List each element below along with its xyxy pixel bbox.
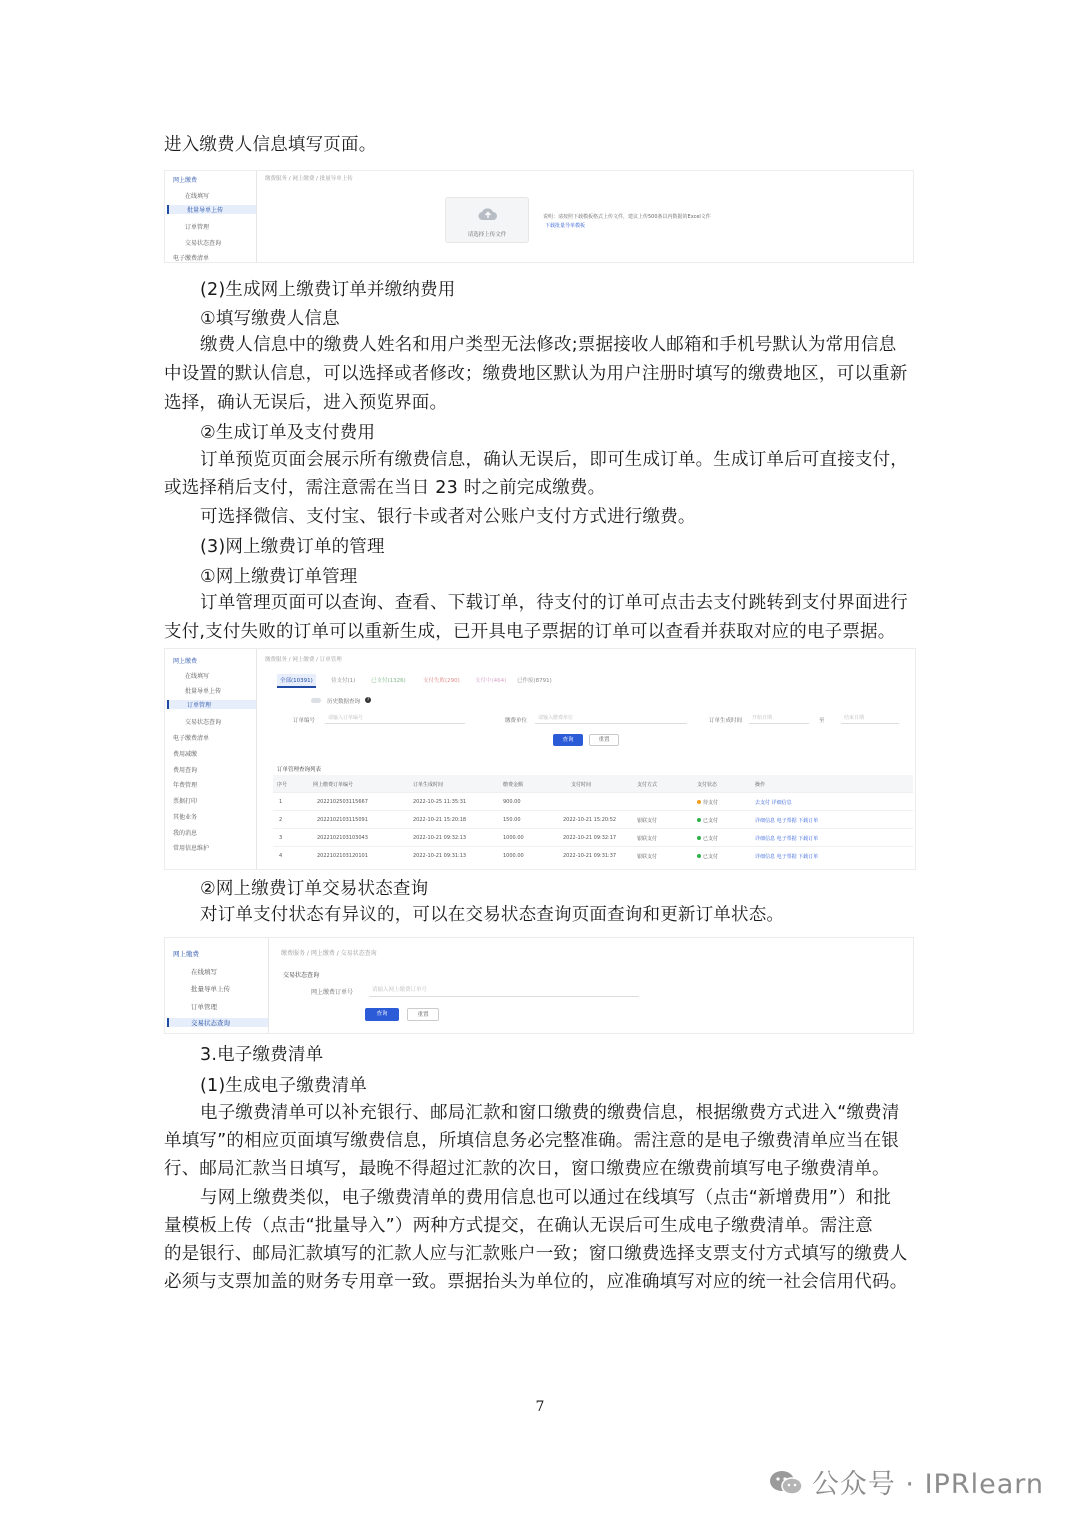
- paragraph: 中设置的默认信息，可以选择或者修改；缴费地区默认为用户注册时填写的缴费地区，可以重新: [164, 364, 908, 384]
- sidebar: [165, 938, 269, 1033]
- payer-label: 缴费单位: [505, 718, 528, 724]
- col-paid-time: 支付时间: [571, 782, 592, 788]
- order-number-input[interactable]: 请输入网上缴费订单号: [369, 985, 639, 997]
- search-button[interactable]: [553, 734, 583, 746]
- paragraph: 电子缴费清单可以补充银行、邮局汇款和窗口缴费的缴费信息，根据缴费方式进入“缴费清: [200, 1103, 900, 1123]
- sidebar-item-receipt-print[interactable]: 票据打印: [173, 798, 198, 805]
- status-text: 已支付: [703, 854, 719, 860]
- paragraph: 缴费人信息中的缴费人姓名和用户类型无法修改;票据接收人邮箱和手机号默认为常用信息: [200, 335, 897, 355]
- paragraph: 对订单支付状态有异议的，可以在交易状态查询页面查询和更新订单状态。: [200, 905, 785, 925]
- sidebar-item-e-list[interactable]: 电子缴费清单: [173, 255, 210, 262]
- heading: (3)网上缴费订单的管理: [200, 537, 385, 557]
- cell-order: 2022102503115667: [317, 799, 368, 805]
- reset-button-label: 重置: [598, 737, 610, 743]
- upload-hint: 说明：请按照下载模板格式上传文件，建议上传500条以内数据的Excel文件: [543, 214, 711, 220]
- sidebar-item-trade-status[interactable]: 交易状态查询: [185, 240, 222, 247]
- subheading: ②生成订单及支付费用: [200, 423, 376, 443]
- date-start-input[interactable]: 开始日期: [749, 714, 809, 724]
- sidebar-item-messages[interactable]: 我的消息: [173, 830, 198, 837]
- heading: (1)生成电子缴费清单: [200, 1076, 367, 1096]
- cell-no: 4: [279, 853, 283, 859]
- sidebar-item-batch-upload[interactable]: 批量导单上传: [167, 205, 256, 214]
- cell-order: 2022102103103043: [317, 835, 368, 841]
- upload-box[interactable]: [445, 197, 529, 243]
- sidebar: [165, 171, 257, 262]
- sidebar-item-common-info[interactable]: 常用信息维护: [173, 845, 210, 852]
- sidebar-item-trade-status[interactable]: 交易状态查询: [185, 719, 222, 726]
- subheading: ①填写缴费人信息: [200, 309, 340, 329]
- paragraph: 与网上缴费类似，电子缴费清单的费用信息也可以通过在线填写（点击“新增费用”）和批: [200, 1188, 892, 1208]
- table-row: [273, 847, 913, 865]
- col-no: 序号: [277, 782, 288, 788]
- cell-paid-time: 2022-10-21 09:32:17: [563, 835, 617, 841]
- status-dot-paid: [697, 836, 701, 840]
- cell-amount: 900.00: [503, 799, 521, 805]
- paragraph: 的是银行、邮局汇款填写的汇款人应与汇款账户一致；窗口缴费选择支票支付方式填写的缴费人: [164, 1244, 908, 1264]
- sidebar-item-annual-fee[interactable]: 年费管理: [173, 782, 198, 789]
- wechat-icon: [768, 1469, 804, 1497]
- tab-paying[interactable]: 支付中(464): [475, 678, 507, 684]
- cell-ops[interactable]: 去支付 详细信息: [755, 800, 792, 806]
- paragraph: 支付,支付失败的订单可以重新生成，已开具电子票据的订单可以查看并获取对应的电子票据。: [164, 622, 896, 642]
- sidebar-item-orders[interactable]: 订单管理: [191, 1003, 217, 1011]
- cloud-upload-icon: [478, 206, 498, 222]
- order-number-label: 订单编号: [293, 718, 316, 724]
- paragraph: 行、邮局汇款当日填写，最晚不得超过汇款的次日，窗口缴费应在缴费前填写电子缴费清单。: [164, 1159, 890, 1179]
- sidebar-item-other[interactable]: 其他业务: [173, 814, 198, 821]
- cell-ops[interactable]: 详细信息 电子票据 下载订单: [755, 836, 819, 842]
- paragraph: 单填写”的相应页面填写缴费信息，所填信息务必完整准确。需注意的是电子缴费清单应当在银: [164, 1131, 899, 1151]
- cell-created: 2022-10-21 15:20:18: [413, 817, 467, 823]
- sidebar-item-batch-upload[interactable]: 批量导单上传: [191, 985, 230, 993]
- col-created: 订单生成时间: [413, 782, 444, 788]
- cell-status: [697, 853, 718, 860]
- page-number: 7: [535, 1399, 545, 1415]
- cell-method: 银联支付: [637, 818, 658, 824]
- orders-table: [273, 775, 913, 867]
- cell-no: 2: [279, 817, 283, 823]
- table-row: [273, 811, 913, 829]
- paragraph: 选择，确认无误后，进入预览界面。: [164, 393, 448, 413]
- status-text: 待支付: [703, 800, 719, 806]
- table-row: [273, 829, 913, 847]
- tab-failed[interactable]: 支付失败(290): [423, 678, 460, 684]
- sidebar-item-fee-reduction[interactable]: 费用减缴: [173, 751, 198, 758]
- cell-paid-time: 2022-10-21 15:20:52: [563, 817, 617, 823]
- col-amount: 缴费金额: [503, 782, 524, 788]
- screenshot-trade-status: [164, 937, 914, 1034]
- history-toggle[interactable]: [311, 698, 321, 703]
- breadcrumb: 缴费服务 / 网上缴费 / 订单管理: [265, 657, 342, 663]
- paragraph: 订单管理页面可以查询、查看、下载订单，待支付的订单可点击去支付跳转到支付界面进行: [200, 593, 908, 613]
- sidebar-item-orders[interactable]: 订单管理: [185, 224, 210, 231]
- status-text: 已支付: [703, 836, 719, 842]
- sidebar: [165, 649, 257, 869]
- tab-paid[interactable]: 已支付(1326): [371, 678, 406, 684]
- tab-pending[interactable]: 待支付(1): [331, 678, 356, 684]
- order-number-label: 网上缴费订单号: [311, 989, 354, 996]
- cell-amount: 150.00: [503, 817, 521, 823]
- breadcrumb: 缴费服务 / 网上缴费 / 交易状态查询: [281, 950, 377, 957]
- paragraph: 可选择微信、支付宝、银行卡或者对公账户支付方式进行缴费。: [200, 507, 696, 527]
- search-button[interactable]: [365, 1008, 399, 1021]
- screenshot-order-management: [164, 648, 916, 870]
- tab-void[interactable]: 已作废(8791): [517, 678, 552, 684]
- order-date-label: 订单生成时间: [709, 718, 743, 724]
- status-dot-paid: [697, 818, 701, 822]
- sidebar-item-online-pay[interactable]: 网上缴费: [173, 658, 198, 665]
- status-dot-pending: [697, 800, 701, 804]
- cell-ops[interactable]: 详细信息 电子票据 下载订单: [755, 854, 819, 860]
- col-status: 支付状态: [697, 782, 718, 788]
- sidebar-item-online-fill[interactable]: 在线填写: [185, 193, 210, 200]
- table-title: 订单管理查询列表: [277, 767, 322, 773]
- status-text: 已支付: [703, 818, 719, 824]
- paragraph: 进入缴费人信息填写页面。: [164, 135, 377, 155]
- heading: (2)生成网上缴费订单并缴纳费用: [200, 280, 456, 300]
- paragraph: 或选择稍后支付，需注意需在当日 23 时之前完成缴费。: [164, 478, 606, 498]
- cell-created: 2022-10-21 09:32:13: [413, 835, 467, 841]
- sidebar-item-batch-upload[interactable]: 批量导单上传: [185, 688, 222, 695]
- sidebar-item-online-fill[interactable]: 在线填写: [185, 673, 210, 680]
- cell-ops[interactable]: 详细信息 电子票据 下载订单: [755, 818, 819, 824]
- cell-method: 银联支付: [637, 836, 658, 842]
- paragraph: 量模板上传（点击“批量导入”）两种方式提交，在确认无误后可生成电子缴费清单。需注意: [164, 1216, 873, 1236]
- cell-status: [697, 817, 718, 824]
- table-header-row: [273, 775, 913, 793]
- cell-amount: 1000.00: [503, 835, 524, 841]
- download-template-link[interactable]: 下载批量导单模板: [545, 223, 586, 229]
- cell-method: 银联支付: [637, 854, 658, 860]
- upload-label: 请选择上传文件: [467, 232, 507, 238]
- col-method: 支付方式: [637, 782, 658, 788]
- sidebar-item-trade-status[interactable]: 交易状态查询: [167, 1018, 268, 1027]
- screenshot-batch-upload: [164, 170, 914, 263]
- col-ops: 操作: [755, 782, 766, 788]
- date-end-input[interactable]: 结束日期: [841, 714, 899, 724]
- status-dot-paid: [697, 854, 701, 858]
- cell-status: [697, 835, 718, 842]
- order-number-input[interactable]: 请输入订单编号: [325, 714, 465, 724]
- sidebar-item-online-pay[interactable]: 网上缴费: [173, 950, 199, 958]
- section-heading: 3.电子缴费清单: [200, 1045, 324, 1065]
- search-button-label: 查询: [562, 737, 574, 743]
- paragraph: 必须与支票加盖的财务专用章一致。票据抬头为单位的，应准确填写对应的统一社会信用代码。: [164, 1272, 908, 1292]
- history-toggle-label: 历史数据查询: [327, 699, 361, 705]
- sidebar-item-orders[interactable]: 订单管理: [167, 700, 256, 709]
- reset-button[interactable]: [407, 1008, 439, 1021]
- subheading: ②网上缴费订单交易状态查询: [200, 879, 429, 899]
- section-title: 交易状态查询: [283, 972, 320, 979]
- cell-no: 1: [279, 799, 283, 805]
- cell-created: 2022-10-25 11:35:31: [413, 799, 467, 805]
- sidebar-item-e-list[interactable]: 电子缴费清单: [173, 735, 210, 742]
- cell-no: 3: [279, 835, 283, 841]
- watermark-text: 公众号 · IPRlearn: [811, 1469, 1044, 1500]
- cell-order: 2022102103115091: [317, 817, 368, 823]
- cell-status: [697, 799, 718, 806]
- cell-amount: 1000.00: [503, 853, 524, 859]
- watermark: [768, 1462, 1044, 1501]
- breadcrumb: 缴费服务 / 网上缴费 / 批量导单上传: [265, 176, 353, 182]
- cell-order: 2022102103120101: [317, 853, 368, 859]
- sidebar-item-fee-query[interactable]: 费用查询: [173, 767, 198, 774]
- subheading: ①网上缴费订单管理: [200, 567, 358, 587]
- col-order: 网上缴费订单编号: [313, 782, 354, 788]
- tab-all[interactable]: 全部(10391): [277, 674, 316, 688]
- payer-input[interactable]: 请输入缴费单位: [535, 714, 687, 724]
- cell-created: 2022-10-21 09:31:13: [413, 853, 467, 859]
- reset-button[interactable]: [589, 734, 619, 746]
- reset-button-label: 重置: [417, 1012, 429, 1018]
- paragraph: 订单预览页面会展示所有缴费信息，确认无误后，即可生成订单。生成订单后可直接支付，: [200, 450, 908, 470]
- table-row: [273, 793, 913, 811]
- search-button-label: 查询: [376, 1011, 388, 1017]
- sidebar-item-online-fill[interactable]: 在线填写: [191, 968, 217, 976]
- sidebar-item-online-pay[interactable]: 网上缴费: [173, 177, 198, 184]
- cell-paid-time: 2022-10-21 09:31:37: [563, 853, 617, 859]
- date-to-label: 至: [819, 718, 825, 724]
- info-icon: ?: [366, 697, 370, 702]
